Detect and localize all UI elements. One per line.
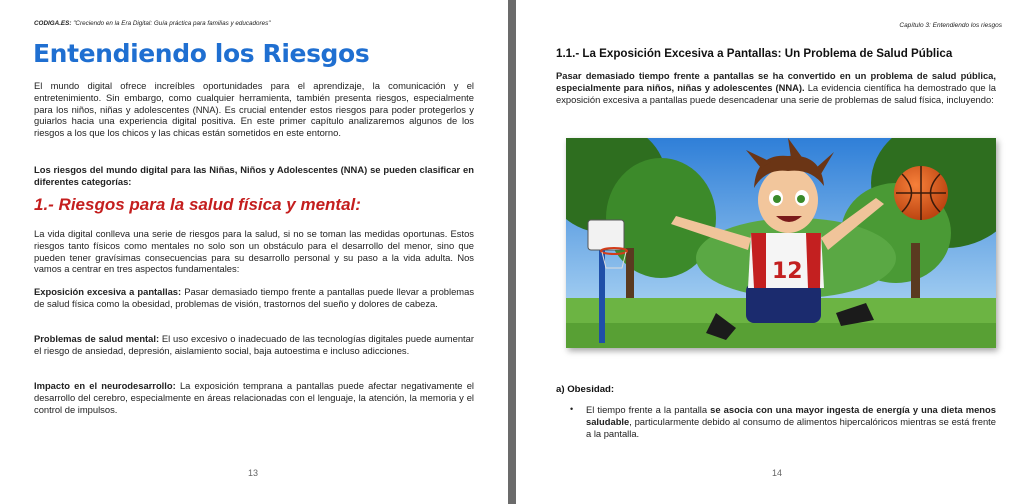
obesity-subheading: a) Obesidad: [556, 384, 615, 395]
page-14 [516, 0, 1024, 504]
risk-item-text: El uso excesivo o inadecuado de las tecnologías digitales puede aumentar el riesgo de ansiedad, depresión, aislamiento social, baja autoestima e incluso adicciones. [34, 333, 474, 356]
risk-item-label: Impacto en el neurodesarrollo: [34, 380, 176, 391]
classification-paragraph [34, 164, 474, 188]
chapter-header: Capítulo 3: Entendiendo los riesgos [899, 22, 1002, 29]
classification-text: Los riesgos del mundo digital para las Niñas, Niños y Adolescentes (NNA) se pueden clasificar en diferentes categorías: [34, 164, 474, 187]
section-heading: 1.- Riesgos para la salud física y mental: [34, 195, 361, 214]
risk-item-label: Problemas de salud mental: [34, 333, 160, 344]
section-intro-paragraph: La vida digital conlleva una serie de riesgos para la salud, si no se toman las medidas oportunas. Estos riesgos tanto físicos como mentales no solo son un obstáculo para el desarrollo del menor, sino que pueden tener gravísimas consecuencias para su desarrollo personal y su paso a la vida adulta. Nos vamos a centrar en tres aspectos fundamentales: [34, 228, 474, 275]
subsection-heading: 1.1.- La Exposición Excesiva a Pantallas: Un Problema de Salud Pública [556, 47, 953, 60]
bullet-post: , particularmente debido al consumo de alimentos hipercalóricos mientras se está frente a la pantalla. [586, 415, 996, 439]
header-site: CODIGA.ES: [34, 20, 72, 27]
running-header [34, 20, 271, 27]
header-book-title: "Creciendo en la Era Digital: Guía práctica para familias y educadores" [73, 20, 271, 27]
jersey-number: 12 [772, 259, 803, 284]
page-13 [0, 0, 508, 504]
risk-item-text: Pasar demasiado tiempo frente a pantallas puede llevar a problemas de salud física como la obesidad, problemas de visión, trastornos del sueño y dolores de cabeza. [34, 286, 475, 309]
intro-paragraph: El mundo digital ofrece increíbles oportunidades para el aprendizaje, la comunicación y el entretenimiento. Sin embargo, como cualquier herramienta, también presenta riesgos, especialmente para los niños, niñas y adolescentes (NNA). Es crucial entender estos riesgos para poder protegerlos y guiarlos hacia una experiencia digital positiva. En este primer capítulo analizaremos algunos de los riesgos a los que los chicos y las chicas están sometidos en este entorno. [34, 80, 474, 139]
bullet-pre: El tiempo frente a la pantalla [586, 404, 708, 415]
illustration-boy-basketball [566, 138, 996, 348]
risk-item-label: Exposición excesiva a pantallas: [34, 286, 182, 297]
risk-item-neurodevelopment [34, 380, 474, 415]
lead-paragraph [556, 70, 996, 105]
risk-item-mental-health [34, 333, 474, 357]
lead-bold: Pasar demasiado tiempo frente a pantallas se ha convertido en un problema de salud pública, especialmente para niños, niñas y adolescentes (NNA). [556, 70, 996, 93]
illustration-svg [566, 138, 996, 348]
lead-rest: La evidencia científica ha demostrado que la exposición excesiva a pantallas puede desencadenar una serie de problemas de salud física, incluyendo: [556, 81, 996, 105]
risk-item-text: La exposición temprana a pantallas puede afectar negativamente el desarrollo del cerebro, especialmente en áreas relacionadas con el lenguaje, la atención, la memoria y el control de impulsos. [34, 380, 474, 415]
risk-item-screens [34, 286, 474, 310]
page-number: 14 [772, 468, 783, 478]
chapter-title: Entendiendo los Riesgos [33, 39, 370, 68]
page-number: 13 [248, 468, 259, 478]
bullet-icon: • [570, 404, 574, 414]
bullet-obesity [586, 404, 996, 439]
bullet-bold: se asocia con una mayor ingesta de energía y una dieta menos saludable [586, 404, 996, 427]
